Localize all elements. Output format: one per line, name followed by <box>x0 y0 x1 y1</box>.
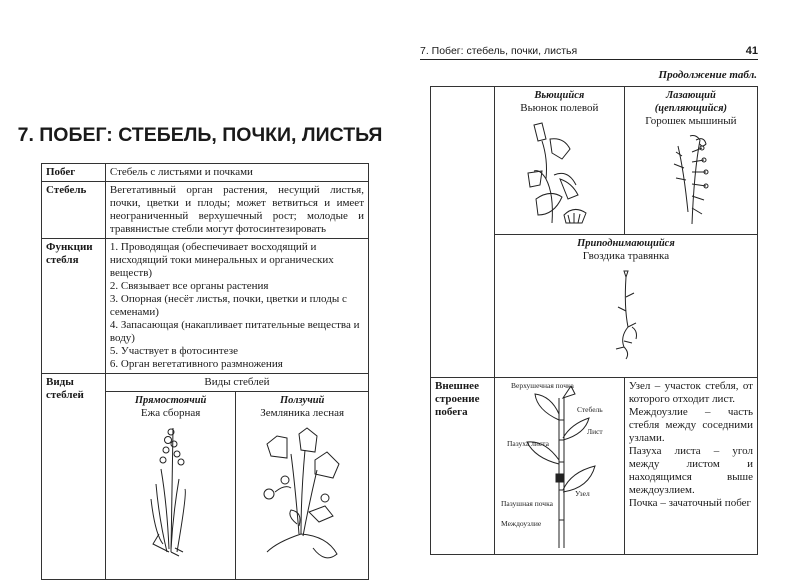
plant-name: Гвоздика травянка <box>582 250 670 262</box>
list-item: 1. Проводящая (обеспечивает восходящий и нисходящий токи минеральных и органических веществ) <box>109 241 334 279</box>
diagram-label: Лист <box>586 427 603 436</box>
definition-node: Узел – участок стебля, от которого отходит лист. <box>628 380 753 405</box>
diagram-label: Узел <box>574 489 590 498</box>
plant-name: Горошек мышиный <box>645 115 737 127</box>
table-row <box>42 164 369 182</box>
table-row <box>431 87 758 235</box>
shoot-table-continued <box>430 86 758 555</box>
subheader: Виды стеблей <box>105 374 368 392</box>
stem-type-creeping <box>236 392 369 580</box>
shoot-structure-diagram-icon <box>497 380 621 548</box>
list-item: 4. Запасающая (накапливает питательные вещества и воду) <box>109 319 360 344</box>
functions-list <box>105 239 368 374</box>
diagram-label: Междоузлие <box>500 519 541 528</box>
list-item: 5. Участвует в фотосинтезе <box>109 345 238 357</box>
row-label: Побег <box>42 164 106 182</box>
stem-type-name: Приподнимающийся <box>577 238 675 249</box>
table-continuation-note: Продолжение табл. <box>658 69 757 81</box>
row-label: Функции стебля <box>42 239 106 374</box>
stem-type-climbing <box>624 87 757 235</box>
empty-label-cell <box>431 87 495 378</box>
stem-type-twining <box>494 87 624 235</box>
list-item: 6. Орган вегетативного размножения <box>109 358 283 370</box>
stem-type-ascending <box>494 235 757 378</box>
plant-name: Земляника лесная <box>260 407 345 419</box>
running-head-text: 7. Побег: стебель, почки, листья <box>420 45 578 57</box>
orchard-grass-drawing-icon <box>141 424 201 559</box>
right-page <box>400 0 800 586</box>
shoot-table <box>41 163 369 580</box>
table-row <box>431 378 758 555</box>
definitions <box>624 378 757 555</box>
tufted-vetch-drawing-icon <box>666 132 716 227</box>
plant-name: Вьюнок полевой <box>520 102 599 114</box>
definition-bud: Почка – зачаточный побег <box>628 497 752 509</box>
stem-type-note: (цепляющийся) <box>654 103 728 114</box>
diagram-label: Пазушная почка <box>500 499 553 508</box>
stem-type-name: Прямостоячий <box>134 395 207 406</box>
diagram-label: Пазуха листа <box>506 439 549 448</box>
page-number: 41 <box>745 45 758 57</box>
table-row <box>42 239 369 374</box>
definition-leaf-axil: Пазуха листа – угол между листом и находящимся выше междоузлием. <box>628 445 753 496</box>
row-text: Вегетативный орган растения, несущий листья, почки, цветки и плоды; может ветвиться и имеет неограниченный верхушечный рост; молодые и травянистые стебли могут фотосинтезировать <box>105 182 368 239</box>
row-label: Стебель <box>42 182 106 239</box>
definition-internode: Междоузлие – часть стебля между соседними узлами. <box>628 406 753 444</box>
diagram-label: Верхушечная почка <box>510 381 574 390</box>
diagram-label: Стебель <box>576 405 603 414</box>
table-row <box>42 374 369 392</box>
list-item: 2. Связывает все органы растения <box>109 280 269 292</box>
maiden-pink-drawing-icon <box>606 267 646 362</box>
row-text: Стебель с листьями и почками <box>105 164 368 182</box>
row-label: Внешнее строение побега <box>431 378 495 555</box>
stem-type-name: Вьющийся <box>534 90 585 101</box>
field-bindweed-drawing-icon <box>524 119 594 229</box>
stem-type-name: Лазающий <box>665 90 716 101</box>
shoot-diagram-cell <box>494 378 624 555</box>
list-item: 3. Опорная (несёт листья, почки, цветки и плоды с семенами) <box>109 293 347 318</box>
stem-type-name: Ползучий <box>279 395 325 406</box>
row-label: Виды стеблей <box>42 374 106 580</box>
stem-type-erect <box>105 392 235 580</box>
table-row <box>42 182 369 239</box>
wild-strawberry-drawing-icon <box>257 424 347 564</box>
running-head <box>420 45 758 60</box>
plant-name: Ежа сборная <box>140 407 201 419</box>
page-title: 7. ПОБЕГ: СТЕБЕЛЬ, ПОЧКИ, ЛИСТЬЯ <box>17 124 383 146</box>
